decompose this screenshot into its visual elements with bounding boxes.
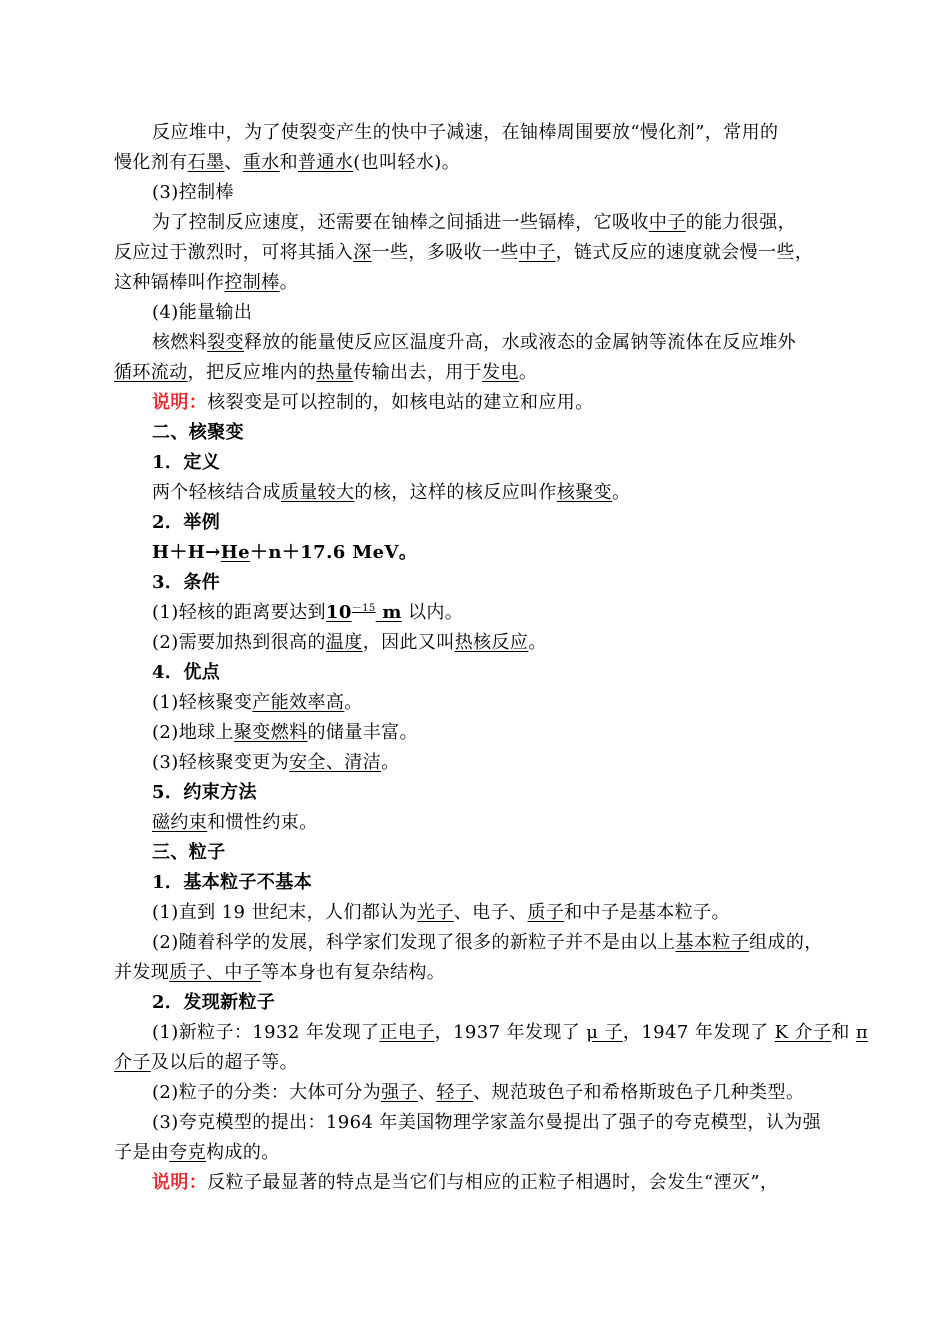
underlined-answer: 质量较大 <box>280 482 355 503</box>
section-heading <box>114 508 840 538</box>
text-segment: 和 <box>279 152 299 173</box>
underlined-answer: 温度 <box>325 632 363 653</box>
text-segment: 和 <box>831 1022 856 1043</box>
text-segment: 。 <box>518 362 538 383</box>
text-segment: 、电子、 <box>453 902 528 923</box>
text-line <box>114 808 840 838</box>
text-segment: (1)直到 19 世纪末，人们都认为 <box>152 902 418 923</box>
section-heading <box>114 568 840 598</box>
note-line <box>114 388 840 418</box>
text-segment: 等本身也有复杂结构。 <box>261 962 446 983</box>
text-line <box>114 1108 840 1138</box>
note-line <box>114 1168 840 1198</box>
text-segment: 及以后的超子等。 <box>150 1052 299 1073</box>
underlined-answer: 裂变 <box>207 332 245 353</box>
underlined-answer: －15 <box>351 603 376 614</box>
text-segment: (1)轻核聚变 <box>152 692 253 713</box>
underlined-answer: 强子 <box>381 1082 418 1103</box>
text-line <box>114 478 840 508</box>
underlined-answer: 质子、中子 <box>169 962 262 983</box>
section-heading <box>114 868 840 898</box>
text-segment: 2．举例 <box>152 512 221 533</box>
document-body <box>114 118 869 1198</box>
underlined-answer: 深 <box>353 242 372 263</box>
text-segment: 5．约束方法 <box>152 782 257 803</box>
underlined-answer: 循环流动 <box>114 362 188 383</box>
section-heading <box>114 448 840 478</box>
text-segment: (4)能量输出 <box>152 302 253 323</box>
text-line <box>114 208 840 238</box>
text-segment: ，把反应堆内的 <box>187 362 317 383</box>
underlined-answer: 石墨 <box>187 152 225 173</box>
text-segment: 为了控制反应速度，还需要在铀棒之间插进一些镉棒，它吸收 <box>152 212 649 233</box>
text-line <box>114 238 840 268</box>
text-segment: 释放的能量使反应区温度升高，水或液态的金属钠等流体在反应堆外 <box>244 332 797 353</box>
text-segment: 反应过于激烈时，可将其插入 <box>114 242 354 263</box>
text-segment: (2)随着科学的发展，科学家们发现了很多的新粒子并不是由以上 <box>152 932 676 953</box>
text-segment: 传输出去，用于 <box>353 362 483 383</box>
text-segment: 子是由 <box>114 1142 170 1163</box>
text-segment: 组成的， <box>749 932 823 953</box>
underlined-answer: 控制棒 <box>224 272 280 293</box>
text-segment: ＋n＋17.6 MeV。 <box>249 542 418 563</box>
text-segment: (2)需要加热到很高的 <box>152 632 326 653</box>
text-line <box>114 1018 869 1048</box>
underlined-answer: 中子 <box>518 242 556 263</box>
note-label: 说明： <box>152 392 208 413</box>
text-segment: 反应堆中，为了使裂变产生的快中子减速，在铀棒周围要放“慢化剂”，常用的 <box>152 122 779 143</box>
text-segment: 两个轻核结合成 <box>152 482 281 503</box>
text-segment: 反粒子最显著的特点是当它们与相应的正粒子相遇时，会发生“湮灭”， <box>207 1172 779 1193</box>
text-line <box>114 358 840 388</box>
underlined-answer: π <box>855 1022 869 1043</box>
text-line <box>114 688 840 718</box>
underlined-answer: 磁约束 <box>152 812 208 833</box>
text-segment: 和惯性约束。 <box>207 812 318 833</box>
text-segment: 和中子是基本粒子。 <box>564 902 730 923</box>
underlined-answer: K 介子 <box>774 1022 832 1043</box>
chapter-heading <box>114 838 840 868</box>
text-segment: 并发现 <box>114 962 170 983</box>
text-line <box>114 118 840 148</box>
text-segment: 。 <box>612 482 631 503</box>
text-segment: ，1947 年发现了 <box>622 1022 775 1043</box>
section-heading <box>114 988 840 1018</box>
text-line <box>114 748 840 778</box>
section-heading <box>114 778 840 808</box>
text-line <box>114 1048 840 1078</box>
text-segment: 的能力很强， <box>685 212 797 233</box>
text-line <box>114 268 840 298</box>
text-segment: 核裂变是可以控制的，如核电站的建立和应用。 <box>207 392 594 413</box>
text-line <box>114 958 840 988</box>
text-line <box>114 928 840 958</box>
underlined-answer: 发电 <box>482 362 519 383</box>
underlined-answer: He <box>220 542 250 563</box>
underlined-answer: 热核反应 <box>454 632 529 653</box>
text-segment: (也叫轻水)。 <box>353 152 461 173</box>
text-segment: 。 <box>528 632 547 653</box>
section-heading <box>114 658 840 688</box>
text-segment: 二、核聚变 <box>152 422 244 443</box>
underlined-answer: m <box>375 602 402 623</box>
text-segment: H＋H→ <box>152 542 221 563</box>
underlined-answer: 热量 <box>316 362 354 383</box>
text-segment: 2．发现新粒子 <box>152 992 276 1013</box>
text-segment: ，1937 年发现了 <box>434 1022 587 1043</box>
text-segment: 三、粒子 <box>152 842 226 863</box>
text-segment: (2)粒子的分类：大体可分为 <box>152 1082 382 1103</box>
underlined-answer: 核聚变 <box>556 482 613 503</box>
underlined-answer: 基本粒子 <box>675 932 750 953</box>
text-segment: 这种镉棒叫作 <box>114 272 225 293</box>
text-segment: 。 <box>381 752 400 773</box>
underlined-answer: 介子 <box>114 1052 151 1073</box>
text-line <box>114 1138 840 1168</box>
text-segment: 3．条件 <box>152 572 221 593</box>
text-segment: ，链式反应的速度就会慢一些， <box>555 242 814 263</box>
section-heading <box>114 178 840 208</box>
text-segment: 的储量丰富。 <box>307 722 418 743</box>
text-segment: 以内。 <box>401 602 464 623</box>
underlined-answer: 正电子 <box>379 1022 435 1043</box>
underlined-answer: 中子 <box>648 212 686 233</box>
text-line <box>114 718 840 748</box>
text-segment: (1)新粒子：1932 年发现了 <box>152 1022 380 1043</box>
text-segment: 慢化剂有 <box>114 152 188 173</box>
text-segment: (2)地球上 <box>152 722 234 743</box>
text-segment: 一些，多吸收一些 <box>371 242 519 263</box>
text-segment: (3)控制棒 <box>152 182 234 203</box>
equation-line <box>114 538 840 568</box>
text-line <box>114 898 840 928</box>
text-segment: 1．定义 <box>152 452 221 473</box>
text-segment: 的核，这样的核反应叫作 <box>354 482 557 503</box>
text-segment: 构成的。 <box>206 1142 280 1163</box>
underlined-answer: 聚变燃料 <box>233 722 308 743</box>
text-line <box>114 148 840 178</box>
text-segment: 4．优点 <box>152 662 221 683</box>
text-line <box>114 628 840 658</box>
text-line <box>114 598 840 628</box>
text-segment: 1．基本粒子不基本 <box>152 872 313 893</box>
note-label: 说明： <box>152 1172 208 1193</box>
underlined-answer: 夸克 <box>169 1142 207 1163</box>
text-segment: ，因此又叫 <box>362 632 455 653</box>
section-heading <box>114 298 840 328</box>
underlined-answer: 质子 <box>527 902 565 923</box>
text-segment: 核燃料 <box>152 332 208 353</box>
text-segment: 、规范玻色子和希格斯玻色子几种类型。 <box>473 1082 805 1103</box>
chapter-heading <box>114 418 840 448</box>
underlined-answer: 光子 <box>417 902 454 923</box>
text-segment: 、 <box>224 152 243 173</box>
underlined-answer: 重水 <box>242 152 280 173</box>
text-segment: (3)夸克模型的提出：1964 年美国物理学家盖尔曼提出了强子的夸克模型，认为强 <box>152 1112 822 1133</box>
text-line <box>114 1078 840 1108</box>
underlined-answer: 产能效率高 <box>252 692 345 713</box>
text-segment: 、 <box>417 1082 437 1103</box>
underlined-answer: 轻子 <box>436 1082 474 1103</box>
text-line <box>114 328 840 358</box>
underlined-answer: 10 <box>325 602 352 623</box>
text-segment: (1)轻核的距离要达到 <box>152 602 326 623</box>
text-segment: (3)轻核聚变更为 <box>152 752 290 773</box>
underlined-answer: 安全、清洁 <box>289 752 382 773</box>
text-segment: 。 <box>279 272 299 293</box>
text-segment: 。 <box>344 692 363 713</box>
underlined-answer: 普通水 <box>298 152 354 173</box>
underlined-answer: μ 子 <box>586 1022 623 1043</box>
